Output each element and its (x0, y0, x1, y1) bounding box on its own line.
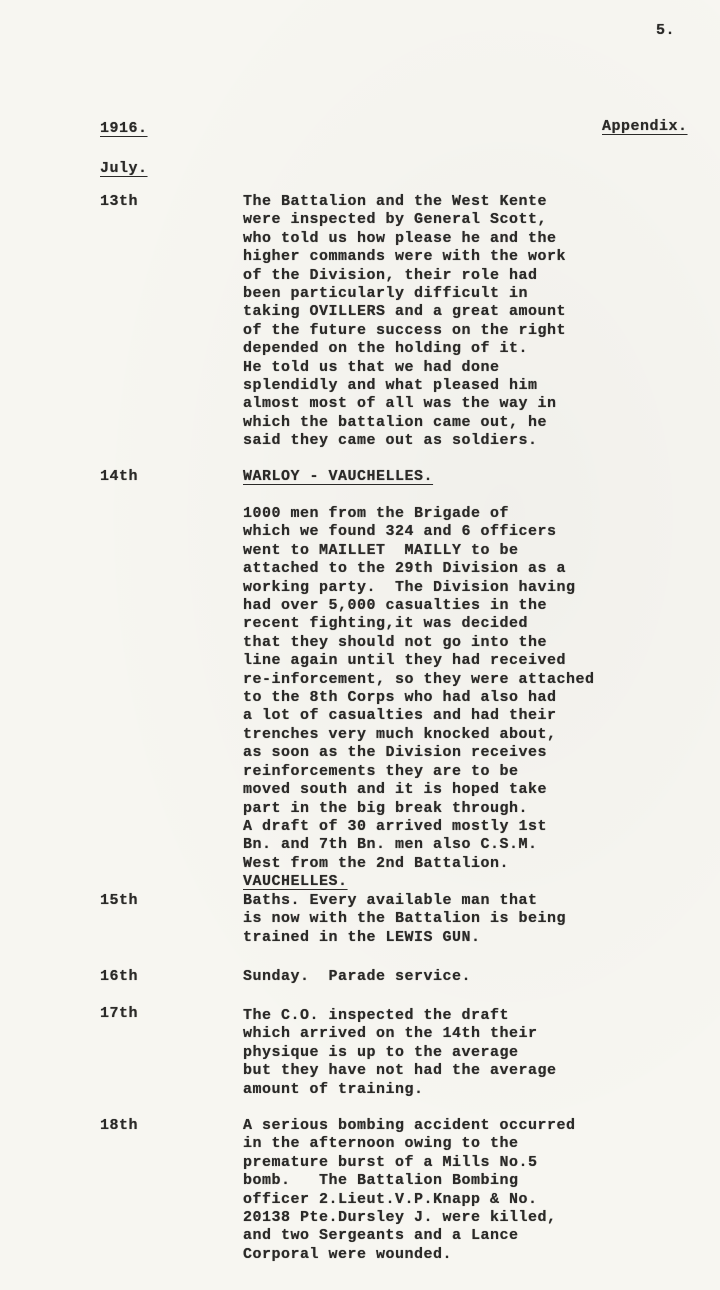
entry-text-15th: Baths. Every available man that is now with the Battalion is being trained in the LEWIS GUN. (243, 892, 567, 946)
page-number: 5. (656, 22, 676, 39)
entry-place-14th: WARLOY - VAUCHELLES. (243, 468, 434, 485)
entry-date-14th: 14th (100, 468, 139, 485)
appendix-heading: Appendix. (602, 118, 688, 135)
entry-text-16th: Sunday. Parade service. (243, 968, 472, 985)
entry-text-14th: 1000 men from the Brigade of which we found 324 and 6 officers went to MAILLET MAILLY to be attached to the 29th Division as a working party. The Division having had over 5,000 casualties in the recent fighting,it was decided that they should not go into the line again until they had received re-inforcement, so they were attached to the 8th Corps who had also had a lot of casualties and had their trenches very much knocked about, as soon as the Division receives reinforcements they are to be moved south and it is hoped take part in the big break through. A draft of 30 arrived mostly 1st Bn. and 7th Bn. men also C.S.M. West from the 2nd Battalion. (243, 505, 595, 872)
entry-date-13th: 13th (100, 193, 139, 210)
month-heading: July. (100, 160, 148, 177)
entry-date-15th: 15th (100, 892, 139, 909)
entry-date-16th: 16th (100, 968, 139, 985)
entry-text-13th: The Battalion and the West Kente were inspected by General Scott, who told us how please he and the higher commands were with the work of the Division, their role had been particularly difficult in taking OVILLERS and a great amount of the future success on the right depended on the holding of it. He told us that we had done splendidly and what pleased him almost most of all was the way in which the battalion came out, he said they came out as soldiers. (243, 193, 567, 450)
entry-place-15th: VAUCHELLES. (243, 873, 348, 890)
entry-date-18th: 18th (100, 1117, 139, 1134)
entry-text-17th: The C.O. inspected the draft which arrived on the 14th their physique is up to the average but they have not had the average amount of training. (243, 1007, 557, 1098)
entry-date-17th: 17th (100, 1005, 139, 1022)
entry-text-18th: A serious bombing accident occurred in the afternoon owing to the premature burst of a Mills No.5 bomb. The Battalion Bombing officer 2.Lieut.V.P.Knapp & No. 20138 Pte.Dursley J. were killed, and two Sergeants and a Lance Corporal were wounded. (243, 1117, 576, 1263)
year-heading: 1916. (100, 120, 148, 137)
